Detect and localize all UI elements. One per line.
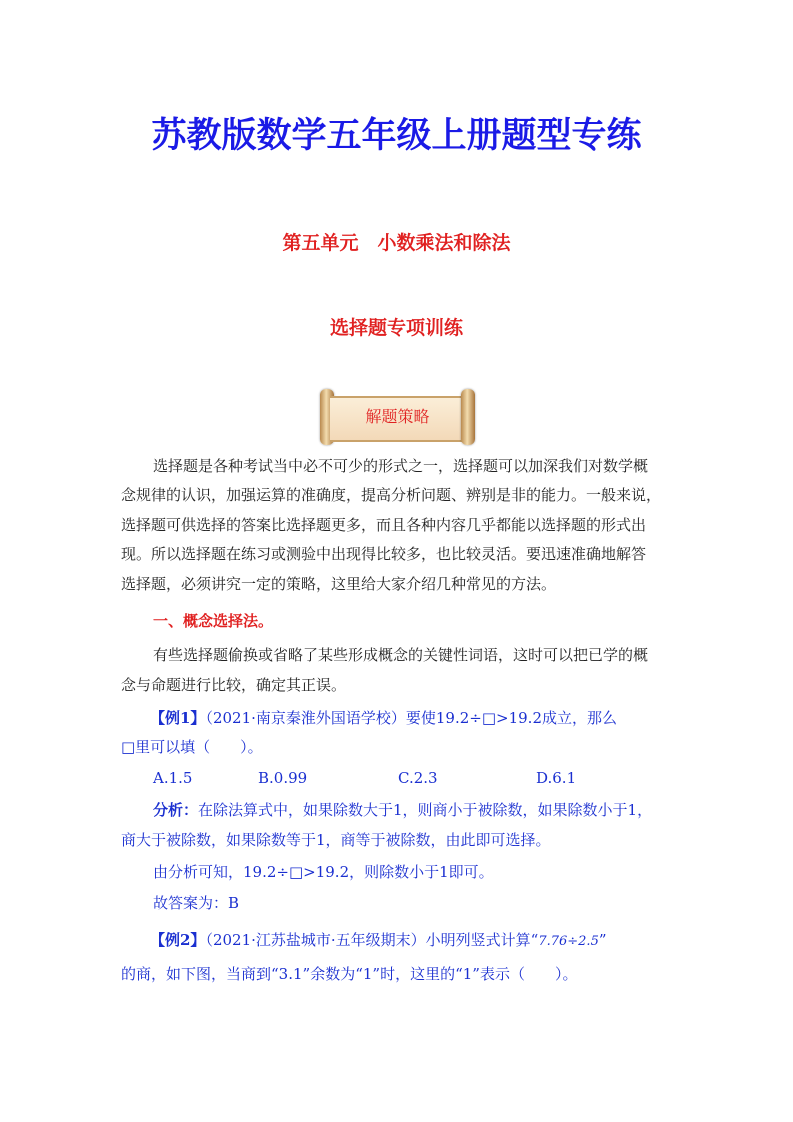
analysis-line1 bbox=[153, 799, 652, 821]
option-b: B.0.99 bbox=[258, 769, 308, 787]
unit-title: 第五单元 小数乘法和除法 bbox=[282, 232, 511, 254]
intro-line: 选择题是各种考试当中必不可少的形式之一，选择题可以加深我们对数学概 bbox=[153, 457, 649, 475]
intro-line: 念规律的认识，加强运算的准确度，提高分析问题、辨别是非的能力。一般来说， bbox=[121, 486, 662, 504]
intro-line: 选择题，必须讲究一定的策略，这里给大家介绍几种常见的方法。 bbox=[121, 575, 557, 593]
reasoning-line: 由分析可知，19.2÷□>19.2，则除数小于1即可。 bbox=[153, 863, 494, 881]
example2-close-quote: ” bbox=[598, 931, 607, 949]
example2-text: （2021·江苏盐城市·五年级期末）小明列竖式计算“ bbox=[205, 931, 539, 949]
banner-label: 解题策略 bbox=[365, 407, 430, 426]
document-title: 苏教版数学五年级上册题型专练 bbox=[151, 116, 642, 156]
intro-line: 现。所以选择题在练习或测验中出现得比较多，也比较灵活。要迅速准确地解答 bbox=[121, 545, 647, 563]
answer-line: 故答案为：B bbox=[153, 894, 240, 912]
example2-tag: 【例2】 bbox=[150, 931, 206, 949]
example1-question-line2: □里可以填（ ）。 bbox=[121, 738, 263, 756]
example1-tag: 【例1】 bbox=[150, 709, 206, 727]
section-heading: 一、概念选择法。 bbox=[153, 612, 274, 630]
example2-question-line2: 的商，如下图，当商到“3.1”余数为“1”时，这里的“1”表示（ ）。 bbox=[121, 965, 578, 983]
section-subtitle: 选择题专项训练 bbox=[329, 317, 463, 339]
option-a: A.1.5 bbox=[153, 769, 193, 787]
analysis-text: 在除法算式中，如果除数大于1，则商小于被除数，如果除数小于1， bbox=[198, 801, 653, 819]
section-text-line: 念与命题进行比较，确定其正误。 bbox=[121, 676, 347, 694]
section-text-line: 有些选择题偷换或省略了某些形成概念的关键性词语，这时可以把已学的概 bbox=[153, 646, 649, 664]
example1-text: （2021·南京秦淮外国语学校）要使19.2÷□>19.2成立，那么 bbox=[205, 709, 617, 727]
intro-line: 选择题可供选择的答案比选择题更多，而且各种内容几乎都能以选择题的形式出 bbox=[121, 516, 647, 534]
option-c: C.2.3 bbox=[398, 769, 438, 787]
strategy-banner bbox=[320, 389, 475, 445]
example2-question-line1 bbox=[150, 929, 607, 953]
analysis-label: 分析： bbox=[153, 801, 199, 819]
example1-question-line1 bbox=[150, 707, 617, 729]
option-d: D.6.1 bbox=[536, 769, 577, 787]
analysis-line2: 商大于被除数，如果除数等于1，商等于被除数，由此即可选择。 bbox=[121, 831, 551, 849]
division-expression: 7.76÷2.5 bbox=[538, 934, 599, 949]
